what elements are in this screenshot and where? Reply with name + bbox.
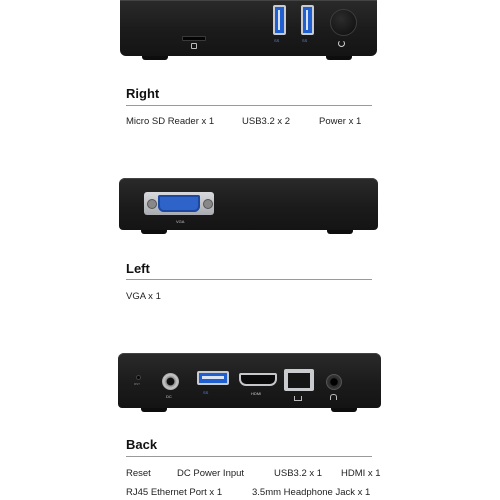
device-left-side [119,178,378,230]
audio-jack [326,374,342,390]
reset-hole [136,375,141,380]
hdmi-label: HDMI [251,391,262,396]
spec-item: HDMI x 1 [341,468,381,479]
usb3-port [273,5,286,35]
usb-port-label: SS [203,390,209,395]
device-right-side [120,0,377,56]
hdmi-port [239,373,277,386]
vga-port [158,195,200,212]
spec-item: 3.5mm Headphone Jack x 1 [252,487,371,498]
section-title-right: Right [126,86,160,101]
micro-sd-icon [191,43,197,49]
vga-port-label: VGA [176,219,185,224]
power-button [330,9,357,36]
spec-item: USB3.2 x 1 [274,468,323,479]
vga-screw [147,199,157,209]
spec-item: DC Power Input [177,468,245,479]
spec-item: Power x 1 [319,116,362,127]
section-divider [126,279,372,280]
device-foot [141,408,167,412]
device-foot [142,56,168,60]
rj45-port [284,369,314,391]
usb-port-label: SS [302,38,308,43]
device-foot [327,230,353,234]
spec-item: RJ45 Ethernet Port x 1 [126,487,223,498]
device-back-side [118,353,381,408]
dc-label: DC [166,394,172,399]
spec-item: Reset [126,468,151,479]
micro-sd-slot [182,36,206,41]
usb-port-label: SS [274,38,280,43]
section-title-back: Back [126,437,158,452]
rj45-socket [288,373,310,388]
device-foot [331,408,357,412]
vga-screw [203,199,213,209]
dc-jack [162,373,179,390]
spec-item: USB3.2 x 2 [242,116,291,127]
device-foot [326,56,352,60]
usb3-port [301,5,314,35]
section-divider [126,105,372,106]
usb3-port [197,371,229,385]
section-title-left: Left [126,261,150,276]
spec-item: VGA x 1 [126,291,161,302]
spec-item: Micro SD Reader x 1 [126,116,215,127]
headphone-icon [330,394,337,400]
network-icon [294,396,302,401]
power-icon [338,40,345,47]
device-foot [141,230,167,234]
vga-port-frame [144,192,214,215]
section-divider [126,456,372,457]
reset-label: RST [134,382,140,386]
